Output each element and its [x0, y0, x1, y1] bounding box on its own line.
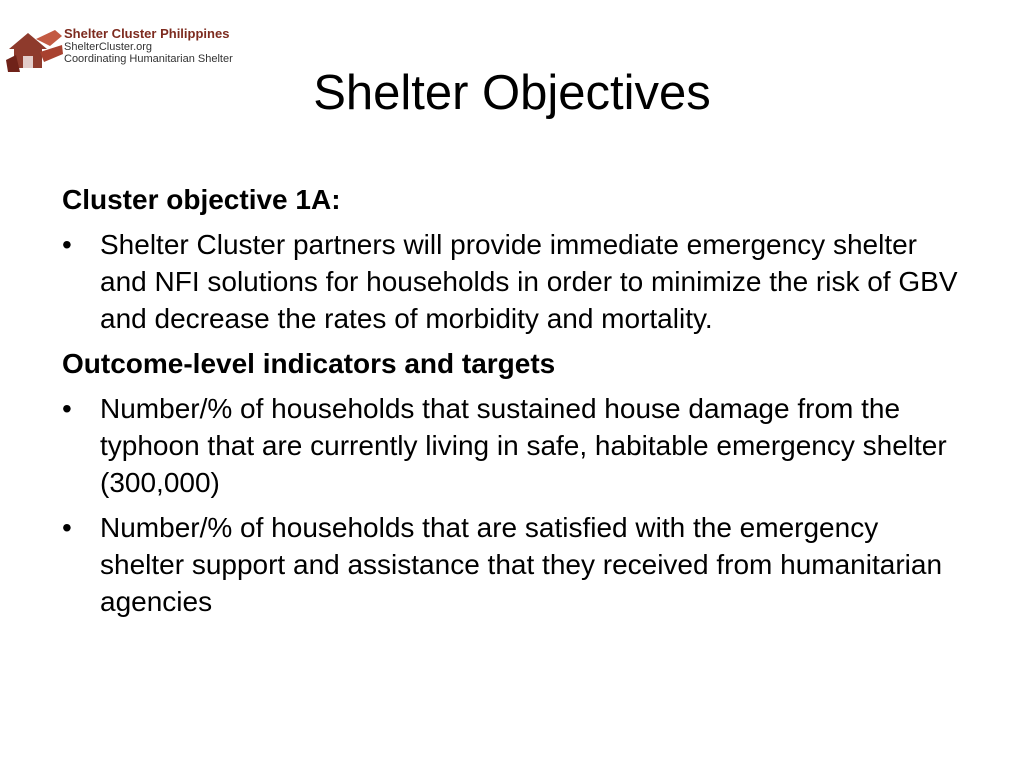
indicators-heading: Outcome-level indicators and targets [62, 348, 556, 379]
list-item [62, 390, 962, 501]
objective-heading: Cluster objective 1A: [62, 184, 341, 215]
slide-body [62, 181, 962, 628]
bullet-icon: • [62, 393, 72, 424]
logo-tagline: Coordinating Humanitarian Shelter [64, 53, 233, 65]
bullet-text: Shelter Cluster partners will provide immediate emergency shelter and NFI solutions for households in order to minimize the risk of GBV and decrease the rates of morbidity and mortality. [100, 229, 958, 334]
logo-text [64, 27, 278, 66]
objective-bullets [62, 226, 962, 337]
bullet-icon: • [62, 512, 72, 543]
list-item [62, 509, 962, 620]
logo-site: ShelterCluster.org [64, 41, 153, 53]
slide-title: Shelter Objectives [313, 66, 711, 120]
indicator-bullets [62, 390, 962, 620]
list-item [62, 226, 962, 337]
bullet-text: Number/% of households that sustained house damage from the typhoon that are currently living in safe, habitable emergency shelter (300,000) [100, 393, 947, 498]
bullet-icon: • [62, 229, 72, 260]
bullet-text: Number/% of households that are satisfied with the emergency shelter support and assistance that they received from humanitarian agencies [100, 512, 943, 617]
logo-name: Shelter Cluster Philippines [64, 26, 230, 41]
